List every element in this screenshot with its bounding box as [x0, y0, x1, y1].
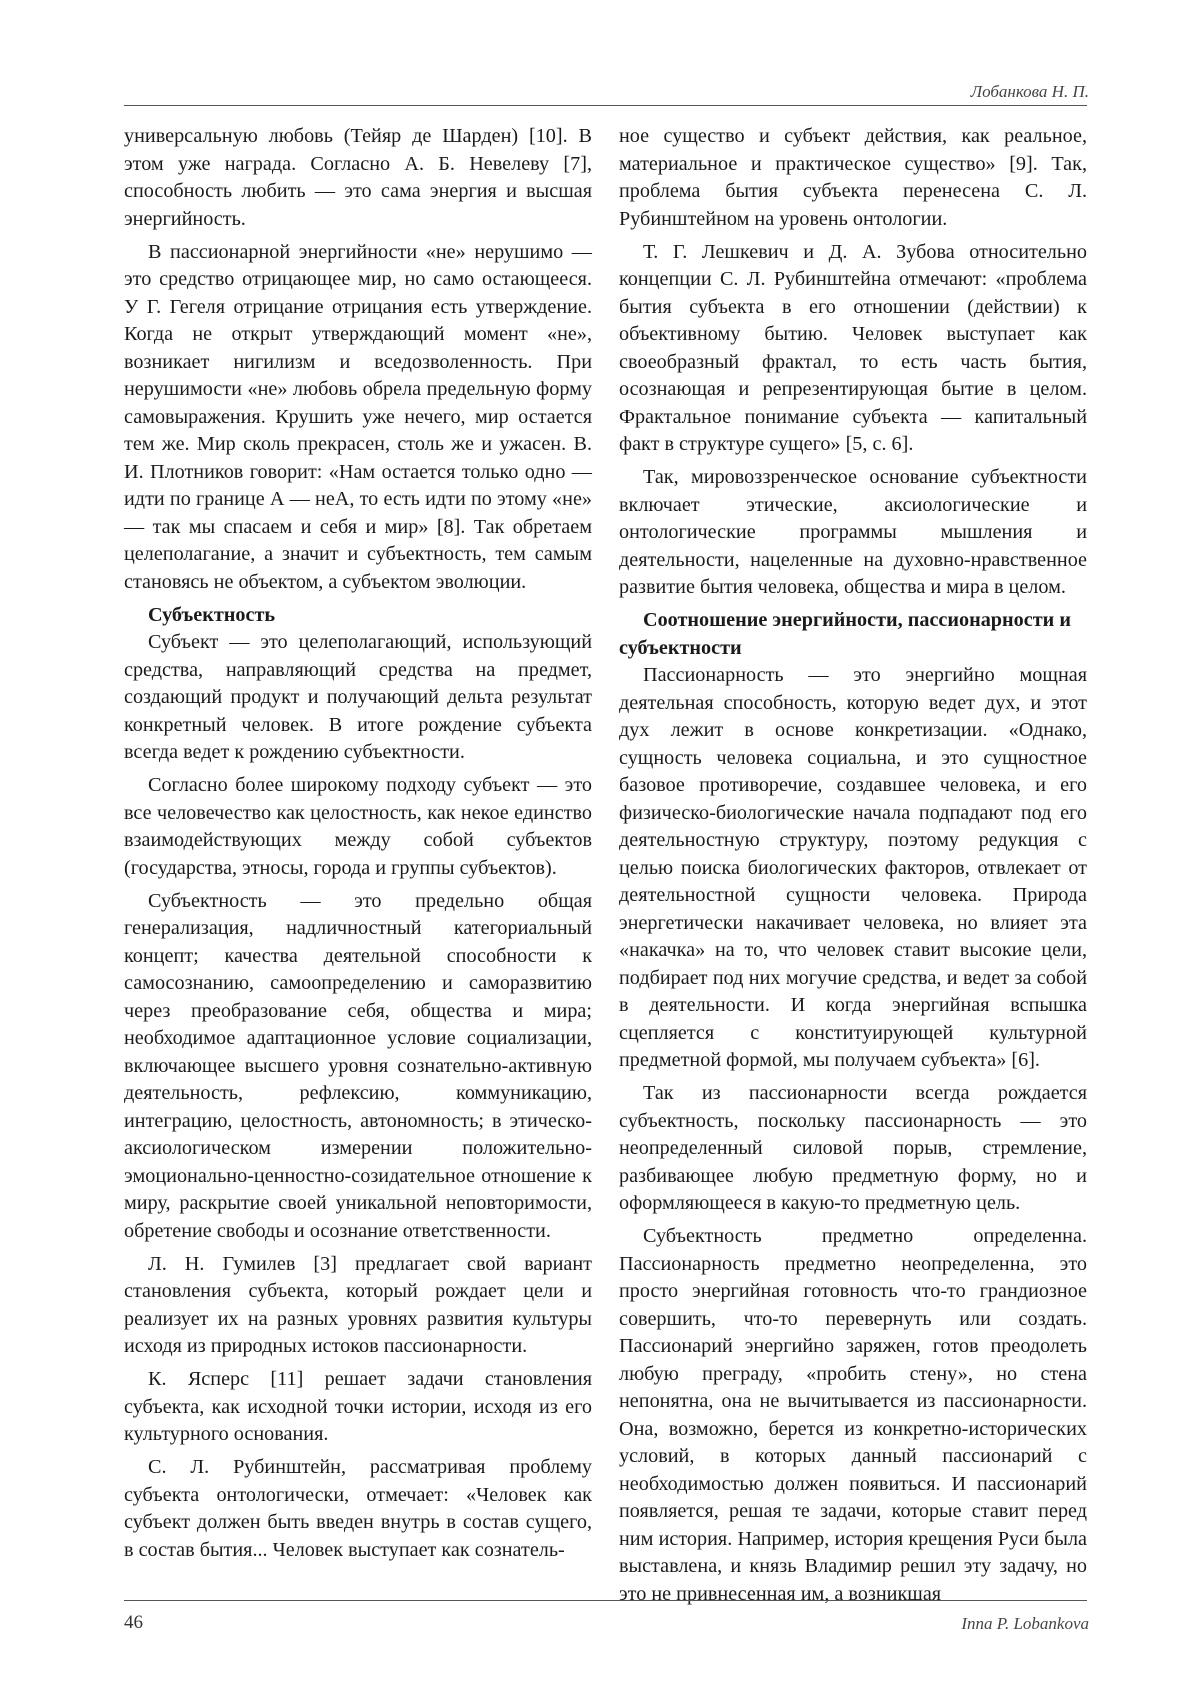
paragraph: Согласно более широкому подходу субъект — это все человечество как целостность, как некое единство взаимодействующих между собой субъектов (государства, этносы, города и группы субъектов). — [124, 774, 592, 879]
paragraph: ное существо и субъект действия, как реальное, материальное и практическое существо» [9]. Так, проблема бытия субъекта перенесена С. Л. Рубинштейном на уровень онтологии. — [619, 125, 1087, 230]
paragraph: Так, мировоззренческое основание субъектности включает этические, аксиологические и онтологические программы мышления и деятельности, нацеленные на духовно-нравственное развитие бытия человека, общества и мира в целом. — [619, 466, 1087, 598]
paragraph: Субъект — это целеполагающий, использующий средства, направляющий средства на предмет, создающий продукт и получающий дельта результат конкретный человек. В итоге рождение субъекта всегда ведет к рождению субъектности. — [124, 631, 592, 763]
section-heading: Соотношение энергийности, пассионарности и субъектности — [619, 609, 1071, 659]
running-footer-author: Inna P. Lobankova — [961, 1614, 1089, 1633]
header-rule — [124, 105, 1087, 106]
section-heading: Субъектность — [148, 603, 276, 626]
paragraph: универсальную любовь (Тейяр де Шарден) [10]. В этом уже награда. Согласно А. Б. Невелеву [7], способность любить — это сама энергия и высшая энергийность. — [124, 125, 592, 230]
paragraph: Так из пассионарности всегда рождается субъектность, поскольку пассионарность — это неопределенный силовой порыв, стремление, разбивающее любую предметную форму, но и оформляющееся в какую-то предметную цель. — [619, 1082, 1087, 1214]
page-number: 46 — [124, 1612, 143, 1633]
paragraph: Л. Н. Гумилев [3] предлагает свой вариант становления субъекта, который рождает цели и реализует их на разных уровнях развития культуры исходя из природных истоков пассионарности. — [124, 1252, 592, 1357]
paragraph: К. Ясперс [11] решает задачи становления субъекта, как исходной точки истории, исходя из его культурного основания. — [124, 1368, 592, 1445]
paragraph: В пассионарной энергийности «не» нерушимо — это средство отрицающее мир, но само остающееся. У Г. Гегеля отрицание отрицания есть утверждение. Когда не открыт утверждающий момент «не», возникает нигилизм и вседозволенность. При нерушимости «не» любовь обрела предельную форму самовыражения. Крушить уже нечего, мир остается тем же. Мир сколь прекрасен, столь же и ужасен. В. И. Плотников говорит: «Нам остается только одно — идти по границе А — неА, то есть идти по этому «не» — так мы спасаем и себя и мир» [8]. Так обретаем целеполагание, а значит и субъектность, тем самым становясь не объектом, а субъектом эволюции. — [124, 240, 592, 593]
paragraph: С. Л. Рубинштейн, рассматривая проблему субъекта онтологически, отмечает: «Человек как субъект должен быть введен внутрь в состав сущего, в состав бытия... Человек выступает как сознатель- — [124, 1456, 592, 1561]
paragraph: Пассионарность — это энергийно мощная деятельная способность, которую ведет дух, и этот дух лежит в основе конкретизации. «Однако, сущность человека социальна, и это сущностное базовое противоречие, создавшее человека, и его физическо-биологические начала подпадают под его деятельностную структуру, поэтому редукция с целью поиска биологических факторов, отвлекает от деятельностной сущности человека. Природа энергетически накачивает человека, но влияет эта «накачка» на то, что человек ставит высокие цели, подбирает под них могучие средства, и ведет за собой в деятельности. И когда энергийная вспышка сцепляется с конституирующей культурной предметной формой, мы получаем субъекта» [6]. — [619, 664, 1087, 1071]
paragraph: Субъектность предметно определенна. Пассионарность предметно неопределенна, это просто энергийная готовность что-то грандиозное совершить, что-то перевернуть или создать. Пассионарий энергийно заряжен, готов преодолеть любую преграду, «пробить стену», но стена непонятна, она не вычитывается из пассионарности. Она, возможно, берется из конкретно-исторических условий, в которых данный пассионарий с необходимостью должен появиться. И пассионарий появляется, решая те задачи, которые ставит перед ним история. Например, история крещения Руси была выставлена, и князь Владимир решил эту задачу, но это не привнесенная им, а возникшая — [619, 1225, 1087, 1605]
paragraph: Субъектность — это предельно общая генерализация, надличностный категориальный концепт; качества деятельной способности к самосознанию, самоопределению и саморазвитию через преобразование себя, общества и мира; необходимое адаптационное условие социализации, включающее высшего уровня сознательно-активную деятельность, рефлексию, коммуникацию, интеграцию, целостность, автономность; в этическо-аксиологическом измерении положительно-эмоционально-ценностно-созидательное отношение к миру, раскрытие своей уникальной неповторимости, обретение свободы и осознание ответственности. — [124, 889, 592, 1242]
footer-rule — [124, 1600, 1087, 1601]
running-header-author: Лобанкова Н. П. — [970, 82, 1089, 101]
left-column — [124, 123, 592, 1570]
paragraph: Т. Г. Лешкевич и Д. А. Зубова относительно концепции С. Л. Рубинштейна отмечают: «проблема бытия субъекта в его отношении (действии) к объективному бытию. Человек выступает как своеобразный фрактал, то есть часть бытия, осознающая и репрезентирующая бытие в целом. Фрактальное понимание субъекта — капитальный факт в структуре сущего» [5, с. 6]. — [619, 240, 1087, 455]
right-column — [619, 123, 1087, 1614]
